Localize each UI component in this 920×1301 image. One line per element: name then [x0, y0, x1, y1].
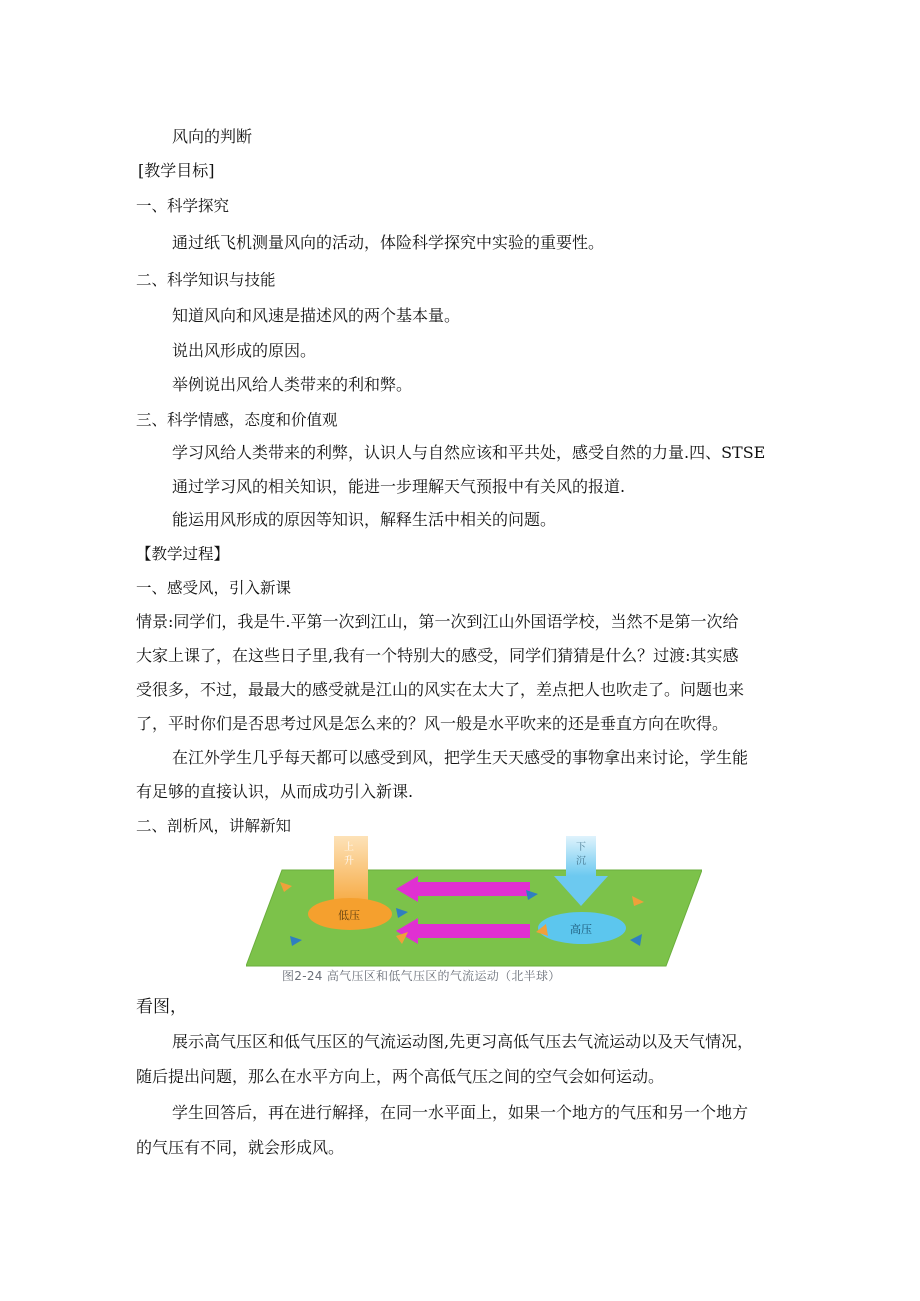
paragraph-line: 的气压有不同，就会形成风。 — [136, 1138, 345, 1157]
paragraph: 知道风向和风速是描述风的两个基本量。 — [172, 306, 461, 325]
paragraph-line: 看图， — [136, 997, 187, 1017]
low-pressure-label: 低压 — [338, 909, 360, 922]
airflow-arrow-upper-shaft — [416, 882, 530, 896]
paragraph-line: 随后提出问题，那么在水平方向上，两个高低气压之间的空气会如何运动。 — [136, 1067, 665, 1086]
part-heading: 二、剖析风，讲解新知 — [136, 817, 292, 835]
paragraph: 通过学习风的相关知识，能进一步理解天气预报中有关风的报道. — [172, 477, 626, 496]
paragraph: 学习风给人类带来的利弊，认识人与自然应该和平共处，感受自然的力量.四、STSE — [172, 443, 766, 462]
paragraph-line: 大家上课了，在这些日子里,我有一个特别大的感受，同学们猜猜是什么？过渡:其实感 — [136, 646, 739, 665]
paragraph-line: 有足够的直接认识，从而成功引入新课. — [136, 782, 414, 801]
sink-label: 下 — [576, 842, 586, 853]
section-heading: 三、科学情感，态度和价值观 — [136, 411, 338, 429]
paragraph-line: 展示高气压区和低气压区的气流运动图,先更习高低气压去气流运动以及天气情况， — [172, 1032, 754, 1051]
paragraph-line: 了，平时你们是否思考过风是怎么来的？风一般是水平吹来的还是垂直方向在吹得。 — [136, 714, 729, 733]
airflow-arrow-lower-shaft — [416, 924, 530, 938]
goals-heading: [教学目标] — [138, 161, 215, 180]
process-heading: 【教学过程】 — [136, 545, 230, 563]
rise-label: 上 — [344, 842, 354, 853]
paragraph: 说出风形成的原因。 — [172, 341, 317, 360]
paragraph: 通过纸飞机测量风向的活动，体险科学探究中实验的重要性。 — [172, 233, 605, 252]
high-pressure-label: 高压 — [570, 923, 592, 936]
figure-caption: 图2-24 高气压区和低气压区的气流运动（北半球） — [282, 969, 561, 983]
section-heading: 一、科学探究 — [136, 197, 230, 215]
sink-label: 沉 — [576, 856, 586, 867]
section-heading: 二、科学知识与技能 — [136, 271, 276, 289]
paragraph-line: 情景:同学们，我是牛.平第一次到江山，第一次到江山外国语学校，当然不是第一次给 — [136, 612, 739, 631]
airflow-diagram — [246, 836, 702, 968]
paragraph: 能运用风形成的原因等知识，解释生活中相关的问题。 — [172, 510, 557, 529]
paragraph-line: 在江外学生几乎每天都可以感受到风，把学生天天感受的事物拿出来讨论，学生能 — [172, 748, 749, 767]
paragraph-line: 学生回答后，再在进行解择，在同一水平面上，如果一个地方的气压和另一个地方 — [172, 1103, 749, 1122]
paragraph-line: 受很多，不过，最最大的感受就是江山的风实在太大了，差点把人也吹走了。问题也来 — [136, 680, 745, 699]
part-heading: 一、感受风，引入新课 — [136, 579, 292, 597]
doc-title: 风向的判断 — [172, 127, 253, 146]
rise-label: 升 — [344, 856, 354, 867]
paragraph: 举例说出风给人类带来的利和弊。 — [172, 375, 413, 394]
